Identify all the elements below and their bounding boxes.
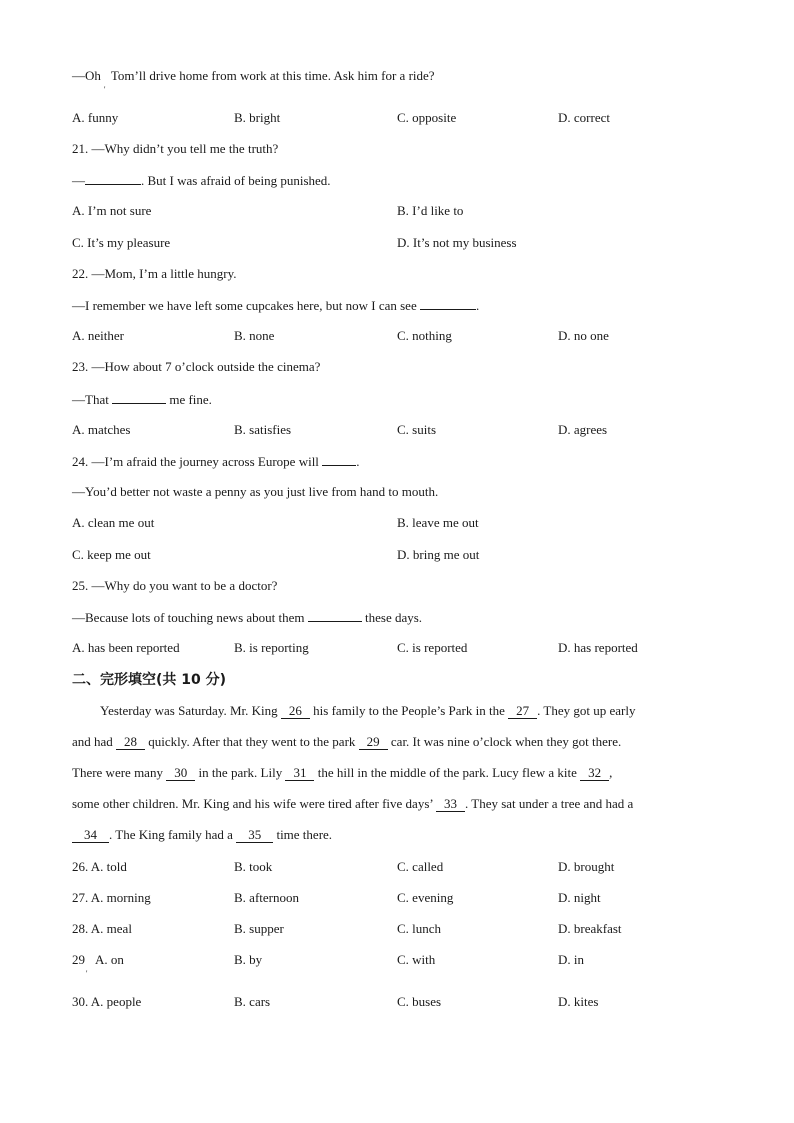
- blank-30[interactable]: 30: [166, 766, 195, 781]
- q27-option-d[interactable]: D. night: [558, 890, 601, 905]
- q22-stem: 22. —Mom, I’m a little hungry.: [72, 266, 237, 281]
- passage-line-5: [72, 827, 722, 843]
- passage-text: some other children. Mr. King and his wife were tired after five days’: [72, 796, 433, 811]
- passage-text: Yesterday was Saturday. Mr. King: [100, 703, 278, 718]
- q27-option-b[interactable]: B. afternoon: [234, 890, 299, 905]
- blank-34[interactable]: 34: [72, 828, 109, 843]
- q21-reply: [72, 172, 331, 189]
- q22-reply: [72, 297, 479, 314]
- q26-option-c[interactable]: C. called: [397, 859, 444, 874]
- section-heading-cloze: 二、完形填空(共 10 分): [72, 672, 227, 688]
- blank-35[interactable]: 35: [236, 828, 273, 843]
- q25-option-a[interactable]: A. has been reported: [72, 640, 180, 655]
- passage-text: car. It was nine o’clock when they got there.: [390, 734, 622, 749]
- q23-option-a[interactable]: A. matches: [72, 422, 131, 437]
- q26-option-a[interactable]: 26. A. told: [72, 859, 127, 874]
- q29-option-c[interactable]: C. with: [397, 952, 436, 967]
- q24-option-d[interactable]: D. bring me out: [397, 547, 480, 562]
- q24-stem: [72, 453, 359, 470]
- passage-text: . They got up early: [537, 703, 636, 718]
- q23-option-b[interactable]: B. satisfies: [234, 422, 292, 437]
- q22-option-d[interactable]: D. no one: [558, 328, 609, 343]
- blank-29[interactable]: 29: [359, 735, 388, 750]
- q21-stem: 21. —Why didn’t you tell me the truth?: [72, 141, 279, 156]
- blank-27[interactable]: 27: [508, 704, 537, 719]
- q22-option-c[interactable]: C. nothing: [397, 328, 452, 343]
- q28-option-a[interactable]: 28. A. meal: [72, 921, 132, 936]
- passage-text: time there.: [276, 827, 333, 842]
- blank-33[interactable]: 33: [436, 797, 465, 812]
- q25-option-b[interactable]: B. is reporting: [234, 640, 309, 655]
- passage-text: ,: [609, 765, 613, 780]
- q20-option-a[interactable]: A. funny: [72, 110, 119, 125]
- q24-option-a[interactable]: A. clean me out: [72, 515, 155, 530]
- q29-option-d[interactable]: D. in: [558, 952, 584, 967]
- q23-reply: [72, 391, 212, 408]
- passage-text: quickly. After that they went to the park: [148, 734, 356, 749]
- q21-option-d[interactable]: D. It’s not my business: [397, 235, 517, 250]
- q30-option-c[interactable]: C. buses: [397, 994, 442, 1009]
- q20-dialog-rest: Tom’ll drive home from work at this time. Ask him for a ride?: [110, 68, 435, 83]
- q22-option-a[interactable]: A. neither: [72, 328, 124, 343]
- blank-32[interactable]: 32: [580, 766, 609, 781]
- q29-option-a[interactable]: A. on: [95, 952, 124, 967]
- q25-option-c[interactable]: C. is reported: [397, 640, 468, 655]
- q27-option-c[interactable]: C. evening: [397, 890, 454, 905]
- q24-stem-text: 24. —I’m afraid the journey across Europe will: [72, 454, 319, 469]
- q20-option-c[interactable]: C. opposite: [397, 110, 457, 125]
- q28-option-d[interactable]: D. breakfast: [558, 921, 622, 936]
- passage-text: . The King family had a: [109, 827, 233, 842]
- stray-mark: ': [86, 969, 88, 978]
- q28-option-c[interactable]: C. lunch: [397, 921, 442, 936]
- q24-stem-end: .: [356, 454, 360, 469]
- q30-option-a[interactable]: 30. A. people: [72, 994, 142, 1009]
- q25-stem: 25. —Why do you want to be a doctor?: [72, 578, 278, 593]
- q25-reply: [72, 609, 422, 626]
- q25-reply-suffix: these days.: [365, 610, 423, 625]
- passage-line-1: [100, 703, 722, 719]
- q22-option-b[interactable]: B. none: [234, 328, 275, 343]
- blank-26[interactable]: 26: [281, 704, 310, 719]
- q20-option-b[interactable]: B. bright: [234, 110, 281, 125]
- q24-option-c[interactable]: C. keep me out: [72, 547, 151, 562]
- q22-answer-blank[interactable]: [420, 297, 476, 310]
- passage-line-3: [72, 765, 722, 781]
- q29-number: 29: [72, 952, 85, 967]
- q20-option-d[interactable]: D. correct: [558, 110, 610, 125]
- passage-text: There were many: [72, 765, 163, 780]
- q23-option-c[interactable]: C. suits: [397, 422, 437, 437]
- q23-stem: 23. —How about 7 o’clock outside the cinema?: [72, 359, 321, 374]
- q30-option-d[interactable]: D. kites: [558, 994, 599, 1009]
- q21-reply-prefix: —: [72, 173, 85, 188]
- stray-mark: ': [104, 85, 106, 94]
- q20-dialog: [72, 68, 435, 84]
- q23-reply-prefix: —That: [72, 392, 109, 407]
- q21-reply-suffix: . But I was afraid of being punished.: [141, 173, 331, 188]
- q23-reply-suffix: me fine.: [169, 392, 212, 407]
- passage-line-2: [72, 734, 722, 750]
- q22-reply-end: .: [475, 298, 480, 313]
- passage-text: his family to the People’s Park in the: [313, 703, 505, 718]
- q25-option-d[interactable]: D. has reported: [558, 640, 638, 655]
- passage-text: and had: [72, 734, 113, 749]
- q28-option-b[interactable]: B. supper: [234, 921, 284, 936]
- q24-option-b[interactable]: B. leave me out: [397, 515, 479, 530]
- passage-text: . They sat under a tree and had a: [465, 796, 634, 811]
- q23-answer-blank[interactable]: [112, 391, 166, 404]
- q23-option-d[interactable]: D. agrees: [558, 422, 608, 437]
- blank-28[interactable]: 28: [116, 735, 145, 750]
- q26-option-b[interactable]: B. took: [234, 859, 273, 874]
- q25-reply-prefix: —Because lots of touching news about them: [72, 610, 305, 625]
- q20-dialog-start: —Oh: [72, 68, 101, 83]
- passage-line-4: [72, 796, 722, 812]
- q24-answer-blank[interactable]: [322, 453, 356, 466]
- q30-option-b[interactable]: B. cars: [234, 994, 271, 1009]
- q26-option-d[interactable]: D. brought: [558, 859, 615, 874]
- q21-option-a[interactable]: A. I’m not sure: [72, 203, 152, 218]
- q21-option-c[interactable]: C. It’s my pleasure: [72, 235, 171, 250]
- q27-option-a[interactable]: 27. A. morning: [72, 890, 151, 905]
- q24-reply: —You’d better not waste a penny as you just live from hand to mouth.: [72, 484, 439, 499]
- q21-answer-blank[interactable]: [85, 172, 141, 185]
- q25-answer-blank[interactable]: [308, 609, 362, 622]
- blank-31[interactable]: 31: [285, 766, 314, 781]
- q22-reply-text: —I remember we have left some cupcakes here, but now I can see: [72, 298, 417, 313]
- q21-option-b[interactable]: B. I’d like to: [397, 203, 464, 218]
- q29-option-b[interactable]: B. by: [234, 952, 263, 967]
- passage-text: the hill in the middle of the park. Lucy flew a kite: [317, 765, 577, 780]
- passage-text: in the park. Lily: [198, 765, 283, 780]
